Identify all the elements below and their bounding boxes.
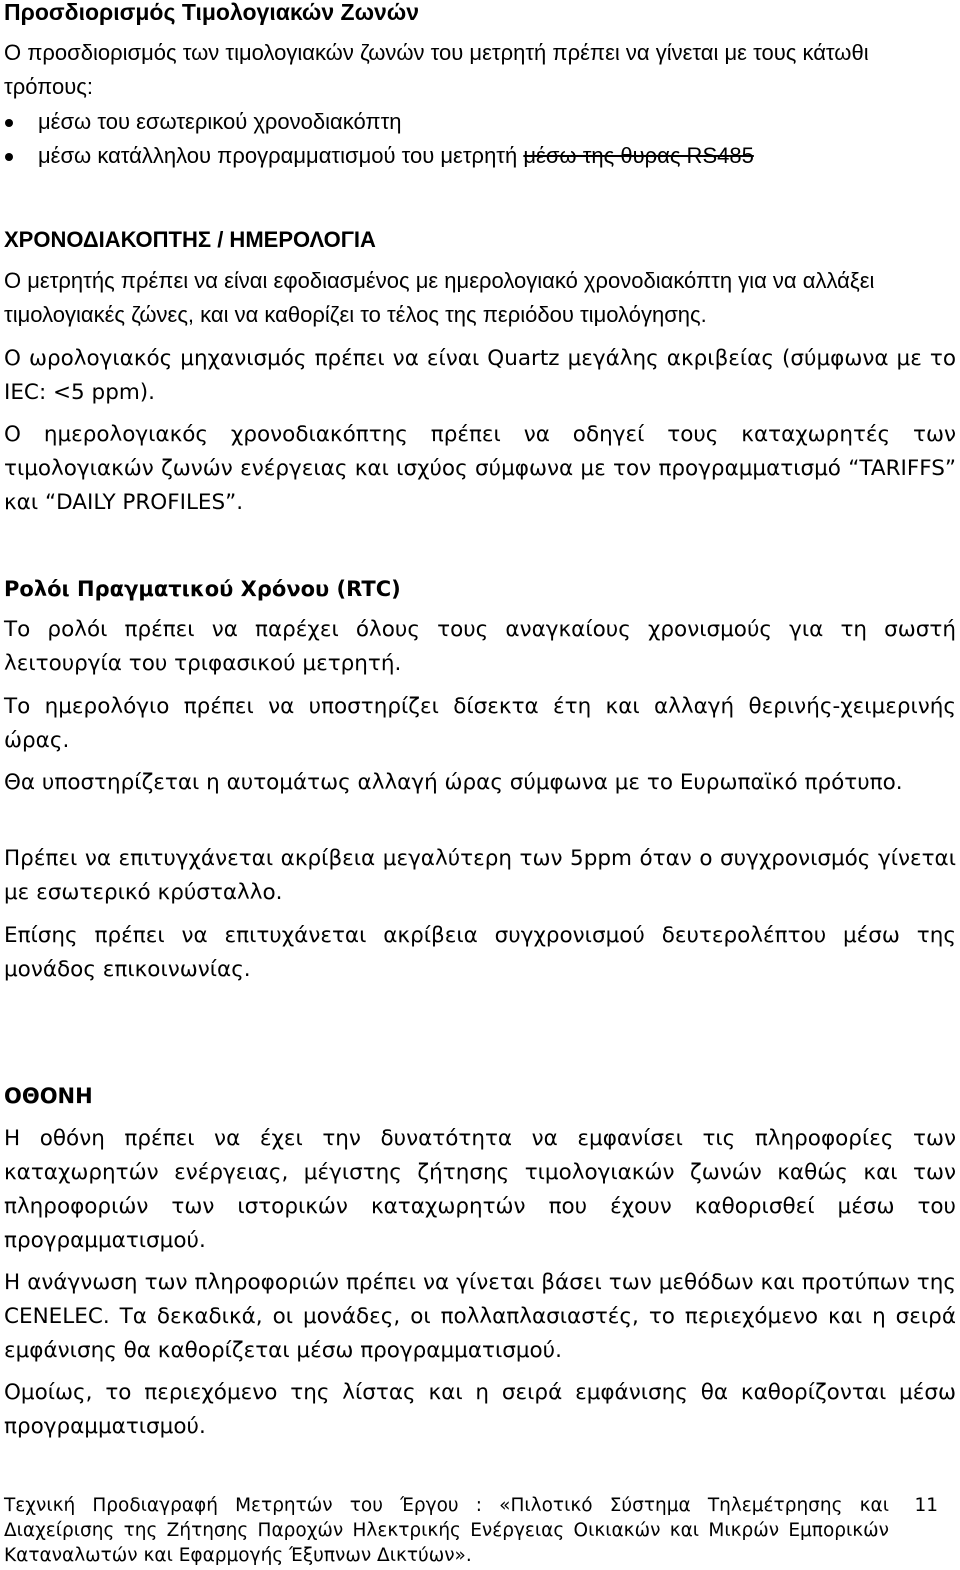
footer-text: Τεχνική Προδιαγραφή Μετρητών του Έργου : «Πιλοτικό Σύστημα Τηλεμέτρησης και Διαχείρισης της Ζήτησης Παροχών Ηλεκτρικής Ενέργειας Οικιακών και Μικρών Εμπορικών Καταναλωτών και Εφαρμογής Έξυπνων Δικτύων». (4, 1495, 889, 1566)
display-paragraph: Η ανάγνωση των πληροφοριών πρέπει να γίνεται βάσει των μεθόδων και προτύπων της CENELEC. Τα δεκαδικά, οι μονάδες, οι πολλαπλασιαστές, το περιεχόμενο και η σειρά εμφάνισης θα καθορίζεται μέσω προγραμματισμού. (4, 1270, 956, 1363)
rtc-heading: Ρολόι Πραγματικού Χρόνου (RTC) (4, 577, 401, 601)
rtc-paragraph: Επίσης πρέπει να επιτυχάνεται ακρίβεια συγχρονισμού δευτερολέπτου μέσω της μονάδος επικοινωνίας. (4, 923, 956, 982)
rtc-paragraph: Το ημερολόγιο πρέπει να υποστηρίζει δίσεκτα έτη και αλλαγή θερινής-χειμερινής ώρας. (4, 694, 956, 753)
display-paragraph: Ομοίως, το περιεχόμενο της λίστας και η σειρά εμφάνισης θα καθορίζονται μέσω προγραμματισμού. (4, 1380, 956, 1439)
list-item-text: μέσω κατάλληλου προγραμματισμού του μετρητή (38, 143, 524, 168)
tariff-zones-intro: Ο προσδιορισμός των τιμολογιακών ζωνών του μετρητή πρέπει να γίνεται με τους κάτωθι τρόπους: (4, 40, 869, 99)
bullet-icon (5, 153, 13, 161)
page-number: 11 (914, 1495, 938, 1516)
bullet-icon (5, 119, 13, 127)
list-item (4, 139, 954, 173)
timer-paragraph-1: Ο μετρητής πρέπει να είναι εφοδιασμένος με ημερολογιακό χρονοδιακόπτη για να αλλάξει τιμολογιακές ζώνες, και να καθορίζει το τέλος της περιόδου τιμολόγησης. (4, 268, 875, 327)
struck-text: μέσω της θυρας RS485 (523, 143, 754, 168)
tariff-zones-heading: Προσδιορισμός Τιμολογιακών Ζωνών (4, 0, 420, 25)
timer-paragraph-2: Ο ωρολογιακός μηχανισμός πρέπει να είναι Quartz μεγάλης ακριβείας (σύμφωνα με το IEC: <5 ppm). (4, 346, 956, 405)
page-footer (4, 1493, 956, 1568)
display-paragraph: Η οθόνη πρέπει να έχει την δυνατότητα να εμφανίσει τις πληροφορίες των καταχωρητών ενέργειας, μέγιστης ζήτησης τιμολογιακών ζωνών καθώς και των πληροφοριών των ιστορικών καταχωρητών που έχουν καθορισθεί μέσω του προγραμματισμού. (4, 1126, 956, 1253)
list-item (4, 105, 954, 139)
tariff-methods-list (4, 105, 954, 173)
timer-paragraph-3: Ο ημερολογιακός χρονοδιακόπτης πρέπει να οδηγεί τους καταχωρητές των τιμολογιακών ζωνών ενέργειας και ισχύος σύμφωνα με τον προγραμματισμό “TARIFFS” και “DAILY PROFILES”. (4, 422, 956, 515)
rtc-paragraph: Πρέπει να επιτυγχάνεται ακρίβεια μεγαλύτερη των 5ppm όταν ο συγχρονισμός γίνεται με εσωτερικό κρύσταλλο. (4, 846, 956, 905)
list-item-text: μέσω του εσωτερικού χρονοδιακόπτη (38, 109, 402, 134)
rtc-paragraph: Το ρολόι πρέπει να παρέχει όλους τους αναγκαίους χρονισμούς για τη σωστή λειτουργία του τριφασικού μετρητή. (4, 617, 956, 676)
display-heading: ΟΘΟΝΗ (4, 1084, 93, 1108)
rtc-paragraph: Θα υποστηρίζεται η αυτομάτως αλλαγή ώρας σύμφωνα με το Ευρωπαϊκό πρότυπο. (4, 770, 903, 795)
timer-calendar-heading: ΧΡΟΝΟΔΙΑΚΟΠΤΗΣ / ΗΜΕΡΟΛΟΓΙΑ (4, 227, 376, 252)
